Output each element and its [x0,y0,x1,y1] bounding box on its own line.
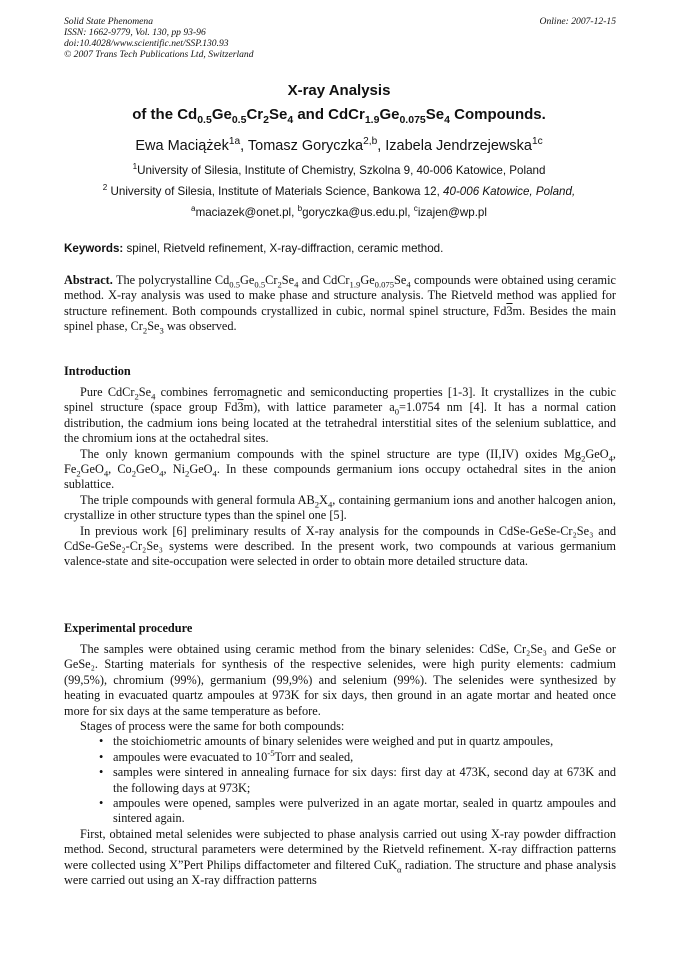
intro-paragraph-1: Pure $CdCr_2Se_4$ combines ferromagnetic and semiconducting properties [1-3]. It crystallizes in the cubic spinel structure (space group Fd3m), with lattice parameter $a_0=1.0754$ nm [4]. It has a normal cation distribution, the cadmium ions being located at the tetrahedral interstitial sites of the selenium sublattice, and the chromium ions at the octahedral sites. [64,385,617,446]
journal-name: Solid State Phenomena [64,16,153,27]
intro-paragraph-3: The triple compounds with general formula $AB_2X_4$, containing germanium ions and another halcogen anion, crystallize in other structure types than the spinel one [5]. [64,492,616,523]
introduction-heading: Introduction [64,364,131,378]
exp-paragraph-1: The samples were obtained using ceramic method from the binary selenides: CdSe, Cr₂Se₃ and GeSe or GeSe₂. Starting materials for synthesis of the respective selenides, were high purity elements: cadmium (99,5%), chromium (99%), germanium (99,9%) and selenium (99%). The selenides were synthesized by heating in evacuated quartz ampoules at 973K for six days, then ground in an agate mortar and heated once more for six days at the same temperature as before. [64,642,616,718]
exp-paragraph-3: First, obtained metal selenides were subjected to phase analysis carried out using X-ray powder diffraction method. Second, structural parameters were determined by the Rietveld refinement. X-ray diffraction patterns were collected using X”Pert Philips diffactometer and filtered CuK$_\alpha$ radiation. The structure and phase analysis were carried out using an X-ray diffraction patterns [64,826,617,888]
author-list: Ewa Maciążek$^{1a}$, Tomasz Goryczka$^{2,b}$, Izabela Jendrzejewska$^{1c}$ [135,136,543,154]
introduction-body [64,385,616,570]
affiliation-2: $^2$ University of Silesia, Institute of Materials Science, Bankowa 12, 40-006 Katowice, Poland, [102,183,576,198]
list-item: • samples were sintered in annealing furnace for six days: first day at 473K, second day at 673K and the following days at 973K; [113,765,616,796]
experimental-body [64,642,616,889]
online-date: Online: 2007-12-15 [539,16,616,27]
list-item: • ampoules were opened, samples were pulverized in an agate mortar, sealed in quartz ampoules and sintered again. [113,796,616,827]
paper-title-line2: of the $Cd_{0.5}Ge_{0.5}Cr_2Se_4$ and $CdCr_{1.9}Ge_{0.075}Se_4$ Compounds. [132,106,546,126]
list-item: • the stoichiometric amounts of binary selenides were weighed and put in quartz ampoules, [113,734,616,749]
paper-title-line1: X-ray Analysis [287,82,391,99]
experimental-heading: Experimental procedure [64,621,193,635]
intro-paragraph-2: The only known germanium compounds with the spinel structure are type (II,IV) oxides $Mg_2GeO_4$, $Fe_2GeO_4$, $Co_2GeO_4$, $Ni_2GeO_4$. In these compounds germanium ions occupy octahedral sites in the anion sublattice. [64,446,616,492]
intro-paragraph-4: In previous work [6] preliminary results of X-ray analysis for the compounds in CdSe-GeSe-Cr₂Se₃ and CdSe-GeSe₂-Cr₂Se₃ systems were described. In the present work, two compounds at various germanium valence-state and site-occupation were selected in order to obtain more detailed structure data. [64,523,616,569]
abstract: Abstract. The polycrystalline $Cd_{0.5}Ge_{0.5}Cr_2Se_4$ and $CdCr_{1.9}Ge_{0.075}Se_4$ compounds were obtained using ceramic method. X-ray analysis was used to make phase and structure analysis. The Rietveld method was applied for structure refinement. Both compounds crystallized in cubic, normal spinel structure, Fd3m. Besides the main spinel phase, $Cr_2Se_3$ was observed. [64,273,616,336]
journal-copyright: © 2007 Trans Tech Publications Ltd, Switzerland [64,49,254,60]
journal-issn: ISSN: 1662-9779, Vol. 130, pp 93-96 [64,27,206,38]
journal-header [64,16,616,60]
journal-doi: doi:10.4028/www.scientific.net/SSP.130.93 [64,38,229,49]
list-item: • ampoules were evacuated to $10^{-5}Torr$ and sealed, [113,750,616,765]
exp-paragraph-2: Stages of process were the same for both compounds: [80,719,345,734]
keywords: Keywords: spinel, Rietveld refinement, X-ray-diffraction, ceramic method. [64,242,444,255]
affiliation-1: $^1$University of Silesia, Institute of Chemistry, Szkolna 9, 40-006 Katowice, Poland [132,162,546,177]
author-emails: $^a$maciazek@onet.pl, $^b$goryczka@us.edu.pl, $^c$izajen@wp.pl [191,204,487,219]
process-stages-list [64,734,616,826]
